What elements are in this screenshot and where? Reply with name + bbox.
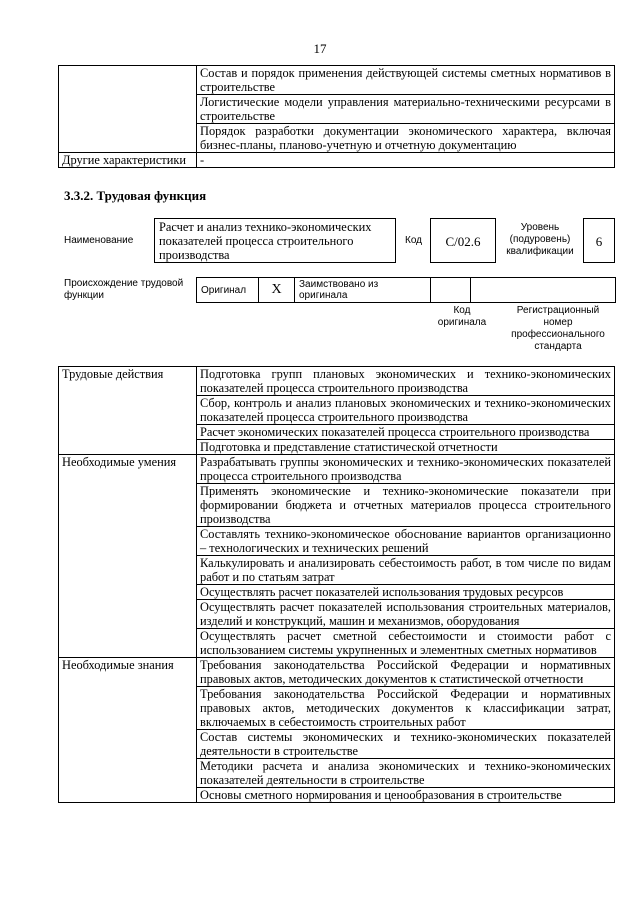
table-cell-text: Расчет экономических показателей процесса строительного производства	[197, 425, 615, 440]
table-cell-text: Требования законодательства Российской Федерации и нормативных правовых актов, методических документов к статистической отчетности	[197, 658, 615, 687]
table-cell-text: Методики расчета и анализа экономических и технико-экономических показателей деятельности в строительстве	[197, 759, 615, 788]
table-cell-label	[59, 95, 197, 124]
table-cell-text: Применять экономические и технико-экономические показатели при формировании бюджета и отчетных материалов процесса строительного производства	[197, 484, 615, 527]
origin-label: Происхождение трудовой функции	[64, 278, 184, 301]
group-title: Необходимые умения	[59, 455, 197, 484]
table-cell-text: Подготовка и представление статистической отчетности	[197, 440, 615, 455]
qualification-level-box: 6	[583, 218, 615, 263]
table-cell-text: Состав системы экономических и технико-экономических показателей деятельности в строительстве	[197, 730, 615, 759]
origin-table	[196, 277, 616, 303]
table-cell-text: Состав и порядок применения действующей системы сметных нормативов в строительстве	[197, 66, 615, 95]
table-cell-label	[59, 124, 197, 153]
other-characteristics-value: -	[197, 153, 615, 168]
page-number: 17	[313, 41, 327, 56]
original-mark: X	[259, 278, 295, 303]
table-cell-label	[59, 66, 197, 95]
origin-code-cell	[431, 278, 471, 303]
table-cell-text: Осуществлять расчет сметной себестоимости и стоимости работ с использованием системы укрупненных и элементных сметных нормативов	[197, 629, 615, 658]
table-cell-text: Разрабатывать группы экономических и технико-экономических показателей процесса строительного производства	[197, 455, 615, 484]
function-code-box: С/02.6	[430, 218, 496, 263]
level-label: Уровень (подуровень) квалификации	[506, 222, 574, 257]
table-cell-text: Логистические модели управления материально-техническими ресурсами в строительстве	[197, 95, 615, 124]
table-cell-text: Осуществлять расчет показателей использования строительных материалов, изделий и конструкций, машин и механизмов, оборудования	[197, 600, 615, 629]
group-title: Необходимые знания	[59, 658, 197, 687]
section-title: 3.3.2. Трудовая функция	[64, 188, 207, 203]
other-characteristics-label: Другие характеристики	[59, 153, 197, 168]
table-cell-text: Порядок разработки документации экономического характера, включая бизнес-планы, планово-учетную и отчетную документацию	[197, 124, 615, 153]
borrowed-label: Заимствовано из оригинала	[295, 278, 431, 303]
function-details-table	[58, 366, 615, 803]
table-cell-text: Основы сметного нормирования и ценообразования в строительстве	[197, 788, 615, 803]
table-cell-text: Подготовка групп плановых экономических и технико-экономических показателей процесса строительного производства	[197, 367, 615, 396]
table-cell-text: Требования законодательства Российской Федерации и нормативных правовых актов, методических документов к классификации затрат, включаемых в себестоимость строительных работ	[197, 687, 615, 730]
registration-caption: Регистрационный номер профессионального стандарта	[511, 305, 605, 352]
function-name-box: Расчет и анализ технико-экономических показателей процесса строительного производства	[154, 218, 396, 263]
code-label: Код	[405, 235, 423, 246]
table-cell-text: Калькулировать и анализировать себестоимость работ, в том числе по видам работ и по статьям затрат	[197, 556, 615, 585]
origin-reg-cell	[471, 278, 616, 303]
name-label: Наименование	[64, 235, 134, 246]
group-title: Трудовые действия	[59, 367, 197, 396]
original-label: Оригинал	[197, 278, 259, 303]
code-caption: Код оригинала	[437, 305, 487, 328]
table-cell-text: Составлять технико-экономическое обоснование вариантов организационно – технологических и технических решений	[197, 527, 615, 556]
table-cell-text: Сбор, контроль и анализ плановых экономических и технико-экономических показателей процесса строительного производства	[197, 396, 615, 425]
continuation-table	[58, 65, 615, 168]
table-cell-text: Осуществлять расчет показателей использования трудовых ресурсов	[197, 585, 615, 600]
